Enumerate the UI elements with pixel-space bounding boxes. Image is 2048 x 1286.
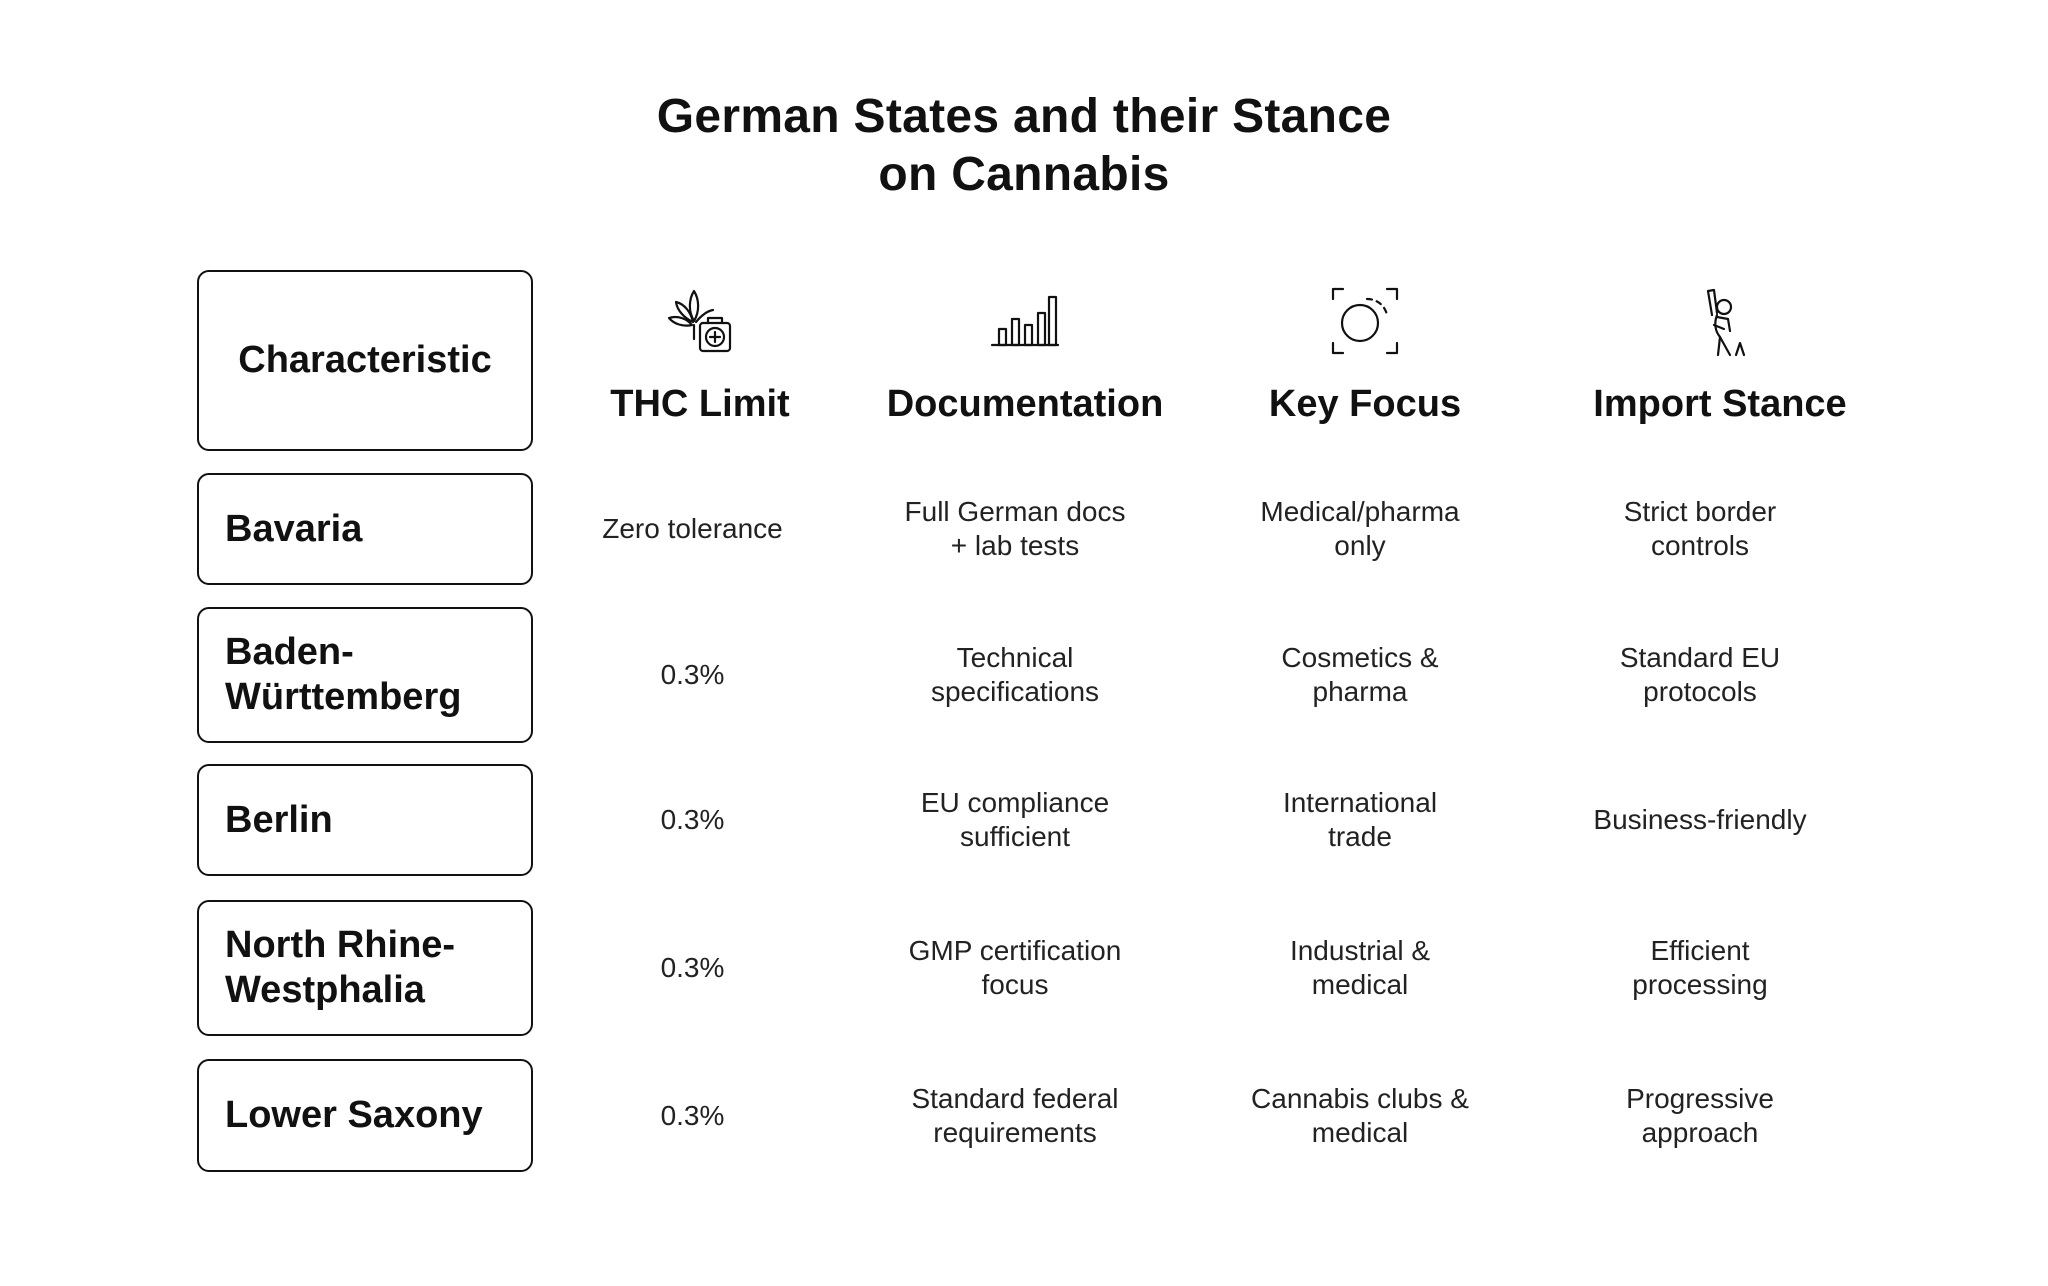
cell-berlin-thc-limit [570,764,815,876]
column-label-thc-limit: THC Limit [610,383,790,425]
cell-text: Business-friendly [1593,804,1807,835]
cell-bavaria-thc-limit [570,473,815,585]
cell-text: Zero tolerance [602,513,783,544]
row-label-north-rhine-westphalia [197,900,533,1036]
cell-text: Industrial & [1289,935,1431,966]
header-characteristic-box [197,270,533,451]
cell-baden-wurttemberg-import-stance [1560,607,1840,743]
cell-north-rhine-westphalia-import-stance [1560,900,1840,1036]
cell-text: trade [1328,821,1392,852]
cell-text: specifications [930,676,1100,707]
column-header-key-focus [1230,285,1500,450]
cell-north-rhine-westphalia-documentation [870,900,1160,1036]
cell-bavaria-documentation [870,473,1160,585]
cell-text: Medical/pharma [1260,496,1460,527]
title-line-1: German States and their Stance [656,90,1392,143]
cell-text: approach [1641,1116,1759,1148]
batter-player-icon [1684,285,1756,357]
header-characteristic-label: Characteristic [238,339,492,381]
cell-text: Progressive [1626,1082,1774,1114]
cell-text: Strict border [1623,496,1777,527]
column-label-documentation: Documentation [886,383,1164,425]
cell-bavaria-key-focus [1220,473,1500,585]
row-label-berlin [197,764,533,876]
row-label-bavaria [197,473,533,585]
cell-text: only [1334,530,1386,561]
cell-baden-wurttemberg-thc-limit [570,607,815,743]
cell-text: pharma [1312,676,1408,707]
cell-text: GMP certification [908,935,1122,966]
cell-north-rhine-westphalia-key-focus [1220,900,1500,1036]
column-header-import-stance [1570,285,1870,450]
row-label-baden-wurttemberg [197,607,533,743]
cell-text: Efficient [1650,935,1750,966]
cell-text: medical [1311,969,1409,1000]
cell-text: Cosmetics & [1281,642,1439,673]
cell-text: 0.3% [660,1099,725,1131]
cell-text: Technical [956,642,1074,673]
state-name: Bavaria [225,507,363,550]
column-label-import-stance: Import Stance [1593,383,1847,425]
cell-text: sufficient [960,821,1070,852]
cell-text: + lab tests [950,530,1080,561]
cell-lower-saxony-import-stance [1560,1059,1840,1172]
cell-text: International [1282,787,1438,818]
cell-lower-saxony-documentation [870,1059,1160,1172]
cell-berlin-import-stance [1560,764,1840,876]
cell-text: protocols [1643,676,1757,707]
cell-lower-saxony-thc-limit [570,1059,815,1172]
cell-text: Standard EU [1619,642,1781,673]
column-header-thc-limit [570,285,830,450]
cell-text: Full German docs [904,496,1126,527]
cell-text: controls [1650,530,1750,561]
cell-bavaria-import-stance [1560,473,1840,585]
focus-target-icon [1329,285,1401,357]
cell-text: 0.3% [660,659,725,690]
state-name: North Rhine-Westphalia [225,924,456,1011]
column-label-key-focus: Key Focus [1268,383,1462,425]
column-header-documentation [875,285,1175,450]
cell-berlin-key-focus [1220,764,1500,876]
state-name: Lower Saxony [225,1094,483,1136]
cell-berlin-documentation [870,764,1160,876]
cell-text: Standard federal [911,1082,1119,1114]
cell-text: focus [981,969,1049,1000]
cell-north-rhine-westphalia-thc-limit [570,900,815,1036]
cell-baden-wurttemberg-documentation [870,607,1160,743]
title-line-2: on Cannabis [878,148,1170,201]
cell-text: EU compliance [920,787,1110,818]
cell-text: 0.3% [660,804,725,835]
state-name: Baden-Württemberg [225,631,462,718]
cell-text: 0.3% [660,952,725,983]
cell-baden-wurttemberg-key-focus [1220,607,1500,743]
row-label-lower-saxony [197,1059,533,1172]
cell-text: requirements [933,1116,1097,1148]
cell-text: medical [1311,1116,1409,1148]
cannabis-medical-kit-icon [664,285,736,357]
page-title [0,88,2048,204]
bar-chart-icon [989,285,1061,357]
cell-text: processing [1632,969,1768,1000]
cell-lower-saxony-key-focus [1220,1059,1500,1172]
cell-text: Cannabis clubs & [1251,1082,1469,1114]
state-name: Berlin [225,798,333,841]
